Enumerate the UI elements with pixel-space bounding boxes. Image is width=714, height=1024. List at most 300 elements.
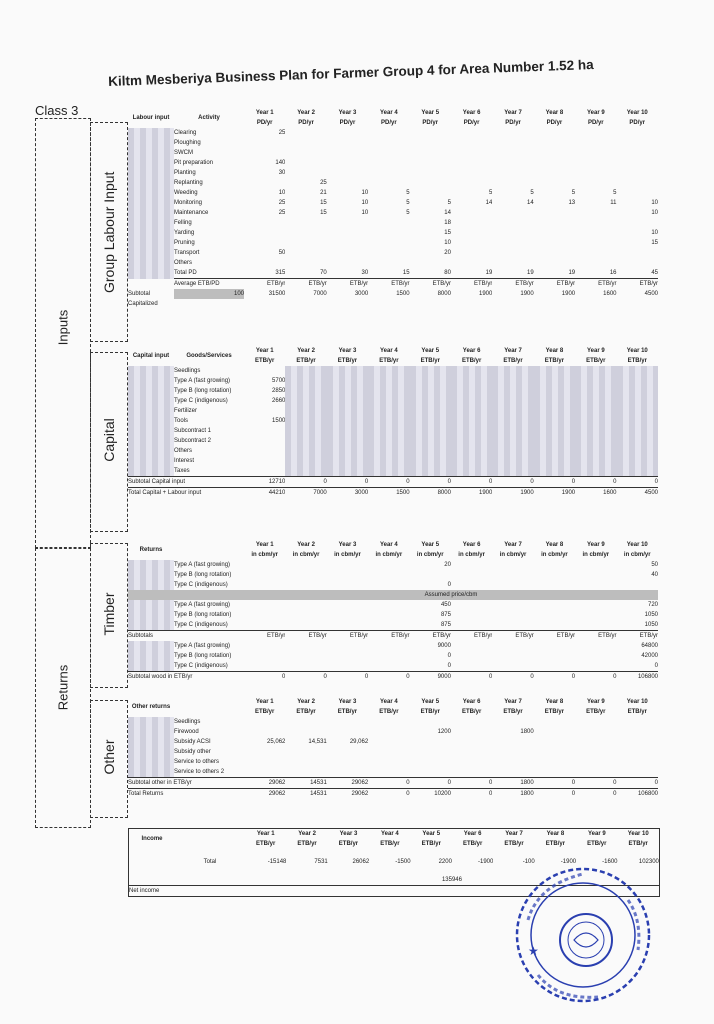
timber-subtotal-row	[128, 641, 658, 651]
labour-cell	[451, 238, 492, 248]
timber-cell	[534, 580, 575, 590]
capital-section	[128, 346, 658, 498]
activity-label: Pit preparation	[174, 160, 214, 166]
activity-label: Transport	[174, 250, 200, 256]
capital-cell	[534, 386, 575, 396]
price-cell	[244, 600, 285, 610]
labour-cell	[451, 218, 492, 228]
other-cell	[327, 757, 368, 767]
activity-label: Planting	[174, 170, 196, 176]
price-cell	[575, 610, 616, 620]
capital-cell	[534, 416, 575, 426]
timber-cell	[410, 570, 451, 580]
labour-cell	[244, 138, 285, 148]
labour-cell	[492, 128, 533, 138]
other-cell	[492, 737, 533, 747]
labour-cell	[327, 218, 368, 228]
labour-cell	[327, 138, 368, 148]
timber-sub-cell	[285, 651, 326, 661]
year-head: Year 5 in cbm/yr	[416, 542, 444, 558]
other-cell	[368, 747, 409, 757]
year-head: Year 2 ETB/yr	[296, 348, 316, 364]
other-cell	[575, 757, 616, 767]
goods-label: Others	[174, 448, 193, 454]
labour-cell	[575, 148, 616, 158]
labour-cell	[368, 238, 409, 248]
other-cell	[368, 737, 409, 747]
timber-sub-cell	[327, 651, 368, 661]
capital-cell	[285, 426, 326, 436]
capital-cell: 5700	[272, 378, 286, 384]
capital-rows	[128, 366, 658, 477]
labour-cell	[451, 178, 492, 188]
timber-type-label: Type C (indigenous)	[174, 663, 228, 669]
labour-cell	[534, 258, 575, 268]
capitalized-label: Capitalized	[128, 301, 158, 307]
etb-unit: ETB/yr	[575, 631, 616, 642]
labour-cell: 10	[361, 200, 369, 206]
timber-header-row	[128, 540, 658, 560]
labour-row	[128, 258, 658, 268]
etb-unit: ETB/yr	[575, 279, 616, 290]
timber-cell	[244, 580, 285, 590]
capital-row	[128, 386, 658, 396]
total-returns-row	[128, 789, 658, 800]
svg-text:★: ★	[528, 944, 539, 958]
other-cell	[244, 767, 285, 778]
year-head: Year 5 ETB/yr	[420, 699, 440, 715]
labour-cell: 45	[651, 270, 658, 276]
capital-cell	[244, 456, 285, 466]
avg-row	[128, 279, 658, 290]
row-spacer	[128, 258, 174, 268]
year-head: Year 9 in cbm/yr	[582, 542, 610, 558]
labour-cell	[368, 158, 409, 168]
labour-cell: 14	[444, 210, 451, 216]
other-cell	[451, 717, 492, 727]
capital-cell: 2660	[272, 398, 286, 404]
capital-cell	[368, 416, 409, 426]
row-spacer	[128, 757, 174, 767]
other-label: Subsidy other	[174, 749, 211, 755]
wood-cell: 0	[575, 672, 616, 683]
labour-cell	[617, 248, 658, 258]
total-returns-cell: 29062	[327, 789, 368, 800]
timber-sub-cell	[575, 651, 616, 661]
wood-cell: 0	[244, 672, 285, 683]
labour-row	[128, 148, 658, 158]
other-label: Service to others	[174, 759, 220, 765]
capital-cell	[368, 376, 409, 386]
price-cell	[492, 610, 533, 620]
labour-cell	[575, 168, 616, 178]
row-spacer	[128, 436, 174, 446]
timber-sub-cell	[368, 651, 409, 661]
total-returns-cell: 1800	[492, 789, 533, 800]
labour-row	[128, 168, 658, 178]
capital-row	[128, 396, 658, 406]
other-cell	[285, 727, 326, 737]
year-head: Year 3 PD/yr	[338, 110, 357, 126]
etb-unit: ETB/yr	[327, 631, 368, 642]
timber-type-label: Type B (long rotation)	[174, 612, 232, 618]
labour-cell	[534, 218, 575, 228]
labour-cell	[575, 228, 616, 238]
other-subtotal-cell: 14531	[285, 778, 326, 789]
capital-cell	[285, 376, 326, 386]
timber-cell	[575, 570, 616, 580]
labour-cell: 50	[278, 250, 286, 256]
labour-cell	[327, 158, 368, 168]
etb-unit: ETB/yr	[285, 279, 326, 290]
subtotal-cell: 31500	[268, 291, 286, 297]
capital-total-label: Total Capital + Labour input	[128, 488, 244, 499]
labour-cell	[244, 218, 285, 228]
capital-cell	[451, 396, 492, 406]
timber-cell	[534, 560, 575, 570]
other-subtotal-cell: 0	[534, 778, 575, 789]
official-seal	[508, 860, 658, 1010]
price-cell	[575, 600, 616, 610]
row-spacer	[128, 767, 174, 778]
labour-cell	[492, 228, 533, 238]
labour-cell: 25	[278, 210, 286, 216]
labour-cell	[451, 138, 492, 148]
labour-cell	[244, 148, 285, 158]
labour-cell	[617, 138, 658, 148]
capital-subtotal-cell: 0	[368, 477, 409, 488]
price-cell	[368, 600, 409, 610]
year-head: Year 3 ETB/yr	[337, 699, 358, 715]
year-head: Year 10 in cbm/yr	[623, 542, 651, 558]
capital-row	[128, 446, 658, 456]
labour-cell: 20	[444, 250, 451, 256]
row-spacer	[128, 727, 174, 737]
labour-cell	[492, 248, 533, 258]
other-cell	[451, 737, 492, 747]
capital-cell	[410, 406, 451, 416]
price-cell: 1050	[644, 612, 658, 618]
labour-cell	[451, 148, 492, 158]
goods-label: Seedlings	[174, 368, 201, 374]
labour-cell: 10	[361, 190, 369, 196]
year-head: Year 3 in cbm/yr	[334, 542, 361, 558]
other-cell: 1200	[437, 729, 451, 735]
other-row	[128, 717, 658, 727]
timber-cell	[451, 560, 492, 570]
row-spacer	[128, 651, 174, 661]
capital-cell	[327, 416, 368, 426]
income-sum: 135946	[441, 877, 462, 883]
year-head: Year 8 ETB/yr	[544, 699, 565, 715]
capital-cell	[327, 436, 368, 446]
labour-cell	[410, 138, 451, 148]
other-cell	[534, 757, 575, 767]
labour-cell	[534, 248, 575, 258]
row-spacer	[128, 128, 174, 138]
other-cell	[327, 767, 368, 778]
timber-section	[128, 540, 658, 682]
capital-cell	[451, 456, 492, 466]
total-returns-cell: 14531	[285, 789, 326, 800]
capital-cell	[492, 426, 533, 436]
total-returns-cell: 29062	[244, 789, 285, 800]
year-head: Year 3 ETB/yr	[337, 348, 358, 364]
year-head: Year 10 ETB/yr	[626, 348, 648, 364]
etb-unit: ETB/yr	[285, 631, 326, 642]
timber-type-label: Type A (fast growing)	[174, 562, 231, 568]
income-label: Income	[141, 836, 163, 842]
labour-cell: 5	[571, 190, 576, 196]
labour-table	[128, 108, 658, 309]
row-spacer	[128, 138, 174, 148]
capital-total-cell: 1900	[492, 488, 533, 499]
subtotal-cell: 8000	[437, 291, 451, 297]
year-head: Year 9 ETB/yr	[587, 831, 607, 847]
subtotal-cell: 1600	[603, 291, 617, 297]
labour-cell	[534, 168, 575, 178]
row-spacer	[128, 641, 174, 651]
labour-cell	[368, 178, 409, 188]
goods-label: Type C (indigenous)	[174, 398, 228, 404]
timber-sub-cell	[492, 661, 533, 672]
subtotal-cell: 7000	[313, 291, 327, 297]
labour-cell: 30	[361, 270, 369, 276]
capital-cell	[451, 416, 492, 426]
row-spacer	[128, 661, 174, 672]
capital-total-cell: 7000	[285, 488, 326, 499]
goods-label: Fertilizer	[174, 408, 198, 414]
labour-cell	[285, 168, 326, 178]
labour-cell	[492, 208, 533, 218]
capital-cell	[285, 466, 326, 477]
labour-cell: 10	[651, 230, 658, 236]
timber-cell	[617, 580, 658, 590]
other-cell	[285, 767, 326, 778]
other-cell	[617, 767, 658, 778]
returns-label: Returns	[55, 664, 71, 711]
labour-cell	[534, 228, 575, 238]
year-head: Year 4 PD/yr	[380, 110, 398, 126]
row-spacer	[128, 168, 174, 178]
labour-cell: 15	[444, 230, 451, 236]
labour-row	[128, 218, 658, 228]
labour-cell	[451, 248, 492, 258]
other-cell	[575, 727, 616, 737]
year-head: Year 1 PD/yr	[255, 110, 274, 126]
price-cell	[575, 620, 616, 631]
total-returns-cell: 0	[575, 789, 616, 800]
labour-row	[128, 128, 658, 138]
labour-row	[128, 158, 658, 168]
capital-cell	[534, 426, 575, 436]
labour-cell	[410, 158, 451, 168]
other-row	[128, 747, 658, 757]
capital-subtotal-row	[128, 477, 658, 488]
capital-cell	[368, 366, 409, 376]
capital-cell	[575, 446, 616, 456]
labour-cell	[327, 258, 368, 268]
price-cell	[327, 610, 368, 620]
timber-cell: 0	[447, 582, 451, 588]
price-cell	[327, 620, 368, 631]
capital-cell	[410, 436, 451, 446]
labour-cell	[575, 218, 616, 228]
labour-cell	[575, 258, 616, 268]
subtotals-label: Subtotals	[128, 631, 174, 642]
price-cell	[534, 610, 575, 620]
labour-cell: 140	[275, 160, 286, 166]
other-cell	[575, 747, 616, 757]
labour-cell	[285, 138, 326, 148]
capital-cell	[575, 466, 616, 477]
capital-cell	[617, 416, 658, 426]
labour-cell	[534, 128, 575, 138]
other-row	[128, 737, 658, 747]
timber-sub-cell	[368, 641, 409, 651]
activity-label: Monitoring	[174, 200, 203, 206]
timber-sub-cell	[244, 661, 285, 672]
other-cell	[617, 747, 658, 757]
timber-cell	[575, 560, 616, 570]
capital-cell	[492, 436, 533, 446]
price-cell	[451, 620, 492, 631]
labour-cell: 16	[609, 270, 617, 276]
timber-cell	[327, 570, 368, 580]
labour-cell	[327, 168, 368, 178]
timber-sub-cell	[492, 651, 533, 661]
timber-sub-cell: 0	[654, 663, 658, 669]
capital-cell	[451, 406, 492, 416]
price-cell: 875	[440, 622, 451, 628]
capital-cell	[327, 396, 368, 406]
timber-cell	[451, 580, 492, 590]
capital-cell	[285, 386, 326, 396]
capital-cell	[575, 436, 616, 446]
other-cell	[285, 757, 326, 767]
other-cell	[492, 767, 533, 778]
row-spacer	[128, 218, 174, 228]
row-spacer	[128, 580, 174, 590]
income-cell: 26062	[352, 859, 370, 865]
income-total-label: Total	[203, 859, 217, 865]
labour-header-row	[128, 108, 658, 128]
price-cell	[285, 600, 326, 610]
returns-col-head: Returns	[139, 547, 163, 553]
price-cell	[368, 620, 409, 631]
etb-unit: ETB/yr	[368, 279, 409, 290]
capital-cell: 2850	[272, 388, 286, 394]
labour-cell: 15	[402, 270, 410, 276]
price-cell	[451, 610, 492, 620]
goods-label: Type A (fast growing)	[174, 378, 231, 384]
timber-label: Timber	[101, 592, 117, 636]
timber-cell	[285, 560, 326, 570]
capital-cell	[368, 406, 409, 416]
labour-cell	[575, 178, 616, 188]
capital-cell	[285, 366, 326, 376]
labour-cell	[368, 138, 409, 148]
etb-unit: ETB/yr	[617, 631, 658, 642]
row-spacer	[128, 416, 174, 426]
other-cell	[451, 757, 492, 767]
goods-label: Type B (long rotation)	[174, 388, 232, 394]
capital-subtotal-cell: 0	[410, 477, 451, 488]
labour-cell	[451, 158, 492, 168]
capital-cell	[368, 436, 409, 446]
capital-cell	[244, 366, 285, 376]
labour-cell	[327, 238, 368, 248]
activity-label: Pruning	[174, 240, 195, 246]
labour-cell: 30	[278, 170, 286, 176]
assumed-price-row	[128, 590, 658, 600]
subtotal-cell: 1900	[520, 291, 534, 297]
row-spacer	[128, 148, 174, 158]
timber-type-label: Type B (long rotation)	[174, 653, 232, 659]
labour-cell: 5	[489, 190, 493, 196]
total-returns-cell: 0	[368, 789, 409, 800]
other-cell	[534, 727, 575, 737]
activity-col-head: Activity	[198, 115, 220, 121]
row-spacer	[128, 610, 174, 620]
labour-cell	[617, 128, 658, 138]
other-label: Subsidy ACSI	[174, 739, 211, 745]
capital-subtotal-label: Subtotal Capital input	[128, 477, 244, 488]
labour-cell	[575, 128, 616, 138]
row-spacer	[128, 198, 174, 208]
timber-sub-cell	[575, 661, 616, 672]
price-cell	[285, 610, 326, 620]
capital-total-cell: 3000	[327, 488, 368, 499]
capital-cell	[410, 426, 451, 436]
goods-col-head: Goods/Services	[186, 353, 232, 359]
capital-cell	[285, 446, 326, 456]
year-head: Year 2 in cbm/yr	[292, 542, 320, 558]
year-head: Year 7 ETB/yr	[503, 348, 523, 364]
etb-unit: ETB/yr	[534, 631, 575, 642]
timber-sub-cell	[244, 651, 285, 661]
income-cell: -1900	[477, 859, 494, 865]
inputs-label: Inputs	[55, 309, 71, 346]
capital-cell	[575, 376, 616, 386]
timber-sub-cell	[534, 641, 575, 651]
labour-cell	[451, 128, 492, 138]
capital-cell	[617, 436, 658, 446]
capital-cell	[492, 386, 533, 396]
year-head: Year 8 PD/yr	[545, 110, 564, 126]
timber-cell	[285, 570, 326, 580]
labour-cell	[368, 168, 409, 178]
etb-unit: ETB/yr	[244, 279, 285, 290]
labour-cell: 19	[485, 270, 493, 276]
capital-subtotal-cell: 0	[617, 477, 658, 488]
labour-cell: 18	[444, 220, 451, 226]
capital-total-cell: 44210	[244, 488, 285, 499]
capital-cell	[410, 446, 451, 456]
total-returns-cell: 0	[534, 789, 575, 800]
capital-cell	[617, 406, 658, 416]
capital-col-head: Capital input	[132, 353, 170, 359]
other-col-head: Other returns	[131, 704, 171, 710]
year-head: Year 6 ETB/yr	[461, 699, 482, 715]
labour-cell	[244, 238, 285, 248]
timber-sub-cell	[451, 641, 492, 651]
page-title: Kiltm Mesberiya Business Plan for Farmer Group 4 for Area Number 1.52 ha	[108, 57, 594, 89]
other-subtotal-cell: 29062	[244, 778, 285, 789]
other-cell: 25,062	[267, 739, 286, 745]
subtotal-cell: 4500	[644, 291, 658, 297]
capital-cell	[617, 396, 658, 406]
